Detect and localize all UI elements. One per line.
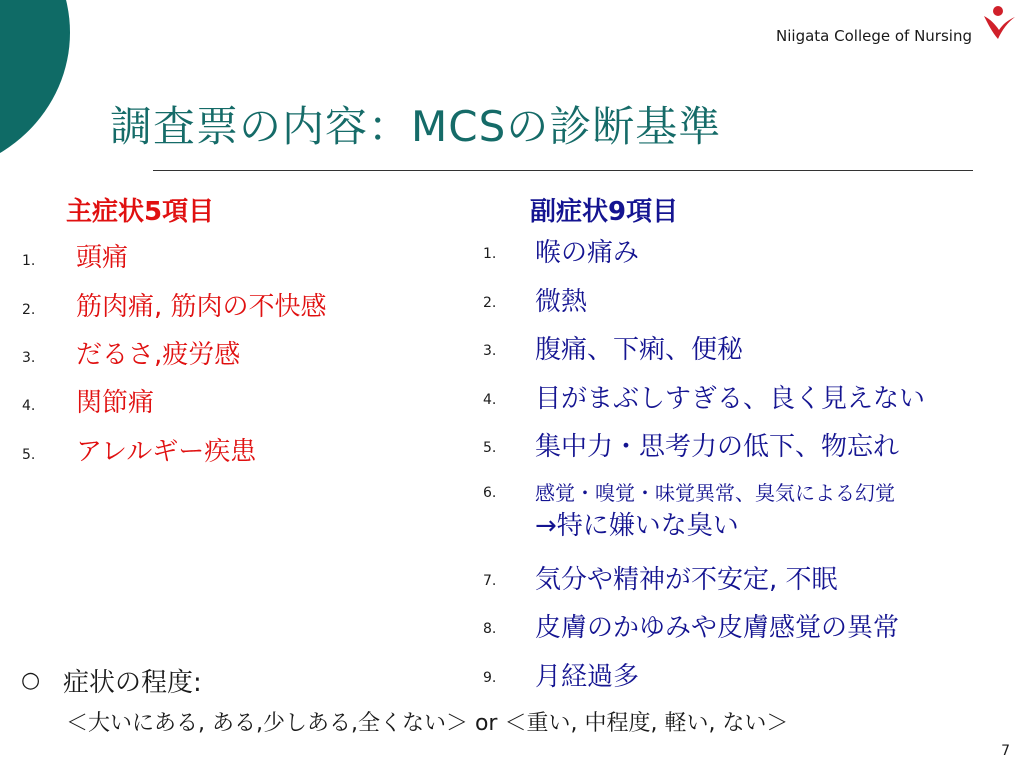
sub-item: 喉の痛み xyxy=(535,238,640,268)
severity-label: 症状の程度: xyxy=(63,668,202,698)
sub-item-number: 1. xyxy=(483,246,497,262)
decorative-corner-arc xyxy=(0,0,70,175)
main-item: 筋肉痛, 筋肉の不快感 xyxy=(76,292,327,322)
sub-item: 微熱 xyxy=(535,287,588,317)
main-item: だるさ,疲労感 xyxy=(76,340,241,370)
main-symptoms-heading: 主症状5項目 xyxy=(66,197,215,227)
sub-item: 月経過多 xyxy=(535,662,640,692)
severity-answer-options: ＜大いにある, ある,少しある,全くない＞ or ＜重い, 中程度, 軽い, ない＞ xyxy=(66,711,789,736)
sub-item-number: 2. xyxy=(483,295,497,311)
sub-item: 気分や精神が不安定, 不眠 xyxy=(535,565,838,595)
sub-item-number: 9. xyxy=(483,670,497,686)
main-item: アレルギー疾患 xyxy=(76,437,257,467)
main-item: 頭痛 xyxy=(76,243,129,273)
page-number: 7 xyxy=(1001,743,1010,759)
sub-item: 腹痛、下痢、便秘 xyxy=(535,335,744,365)
sub-item-number: 6. xyxy=(483,485,497,501)
circle-bullet-icon: ○ xyxy=(21,668,41,693)
main-item-number: 5. xyxy=(22,447,36,463)
main-item-number: 2. xyxy=(22,302,36,318)
main-item-number: 3. xyxy=(22,350,36,366)
college-name: Niigata College of Nursing xyxy=(776,27,972,45)
main-item: 関節痛 xyxy=(76,388,155,418)
sub-item-number: 3. xyxy=(483,343,497,359)
college-logo-icon xyxy=(978,2,1018,42)
sub-item: 目がまぶしすぎる、良く見えない xyxy=(535,384,926,414)
sub-symptoms-heading: 副症状9項目 xyxy=(530,197,679,227)
main-item-number: 4. xyxy=(22,398,36,414)
sub-item-number: 4. xyxy=(483,392,497,408)
sub-item-number: 7. xyxy=(483,573,497,589)
title-divider xyxy=(153,170,973,171)
page-title: 調査票の内容：MCSの診断基準 xyxy=(110,102,722,151)
sub-item-number: 8. xyxy=(483,621,497,637)
sub-item-continuation: →特に嫌いな臭い xyxy=(535,511,739,541)
sub-item: 感覚・嗅覚・味覚異常、臭気による幻覚 xyxy=(535,481,895,505)
sub-item: 皮膚のかゆみや皮膚感覚の異常 xyxy=(535,613,900,643)
sub-item: 集中力・思考力の低下、物忘れ xyxy=(535,432,900,462)
sub-item-number: 5. xyxy=(483,440,497,456)
main-item-number: 1. xyxy=(22,253,36,269)
